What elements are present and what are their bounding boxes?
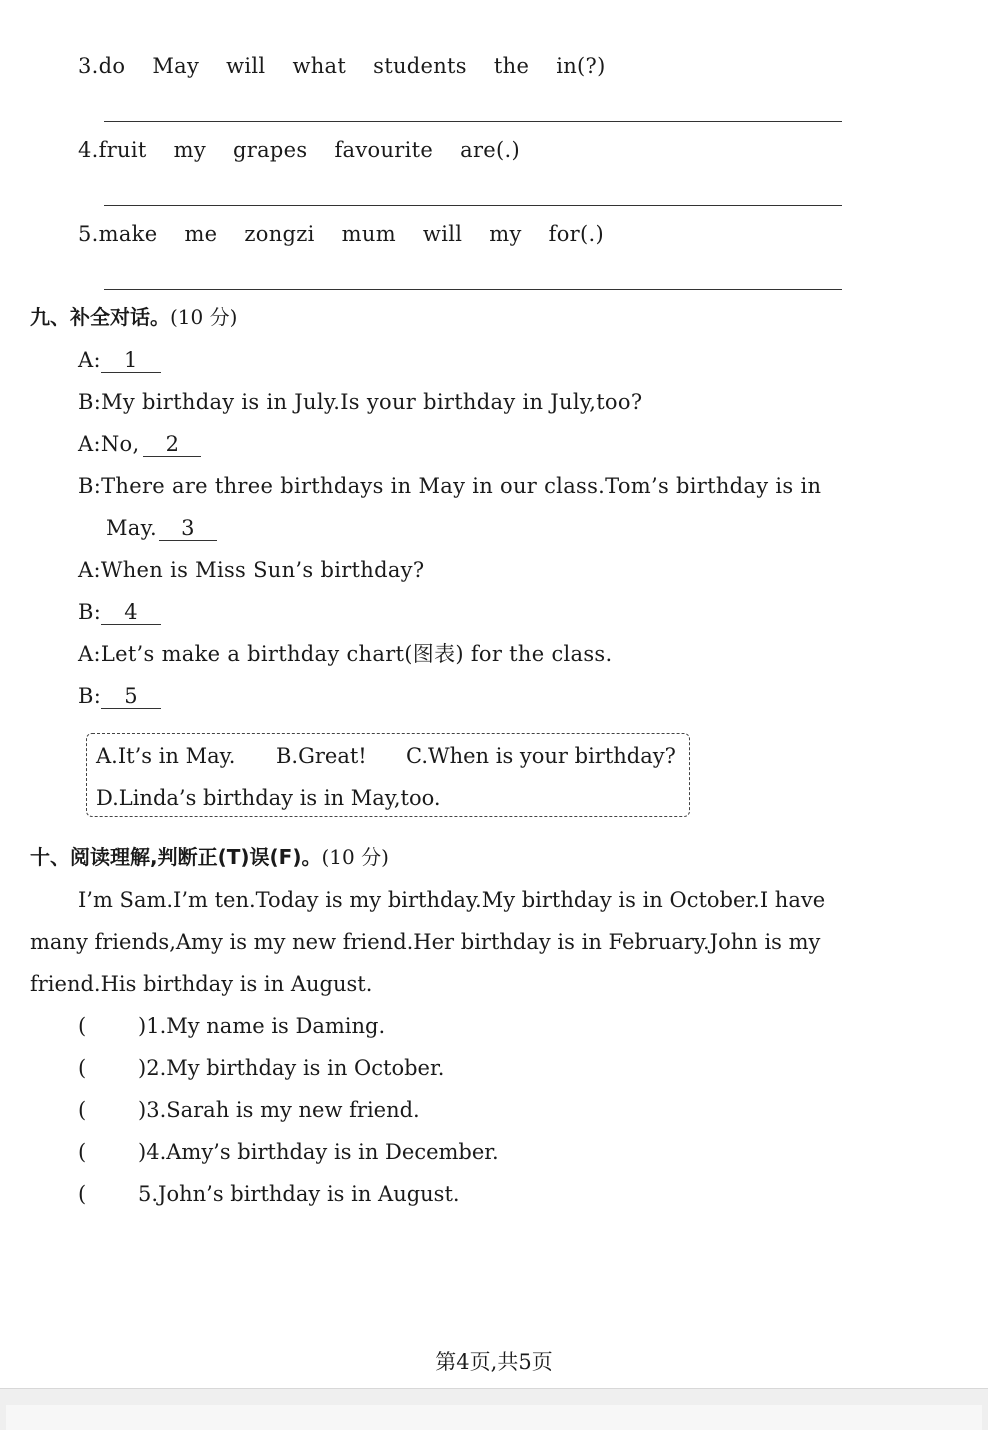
blank-4[interactable]: 4 bbox=[101, 600, 161, 625]
answer-paren-3[interactable]: ( bbox=[78, 1098, 87, 1122]
dialogue-line-3: A:No, 2 bbox=[78, 430, 201, 458]
dialogue-line-8: A:Let’s make a birthday chart(图表) for the class. bbox=[78, 642, 613, 666]
option-c: C.When is your birthday? bbox=[406, 744, 676, 768]
statement-5: ( 5.John’s birthday is in August. bbox=[78, 1182, 460, 1206]
reorder-item-4: 4.fruit my grapes favourite are(.) bbox=[78, 138, 520, 162]
answer-paren-4[interactable]: ( bbox=[78, 1140, 87, 1164]
statement-3: ( )3.Sarah is my new friend. bbox=[78, 1098, 420, 1122]
answer-paren-1[interactable]: ( bbox=[78, 1014, 87, 1038]
dialogue-line-4: B:There are three birthdays in May in our class.Tom’s birthday is in bbox=[78, 474, 822, 498]
answer-line-3[interactable] bbox=[104, 121, 842, 122]
option-a: A.It’s in May. bbox=[96, 744, 236, 768]
dialogue-line-1: A: 1 bbox=[78, 346, 161, 374]
blank-3[interactable]: 3 bbox=[159, 516, 217, 541]
page-number-footer: 第4页,共5页 bbox=[435, 1350, 553, 1374]
passage-line-2: many friends,Amy is my new friend.Her birthday is in February.John is my bbox=[30, 930, 821, 954]
answer-paren-2[interactable]: ( bbox=[78, 1056, 87, 1080]
option-b: B.Great! bbox=[276, 744, 367, 768]
viewer-gutter bbox=[0, 1388, 988, 1430]
dialogue-line-7: B: 4 bbox=[78, 598, 161, 626]
reorder-item-5: 5.make me zongzi mum will my for(.) bbox=[78, 222, 604, 246]
reorder-item-3: 3.do May will what students the in(?) bbox=[78, 54, 606, 78]
blank-2[interactable]: 2 bbox=[143, 432, 201, 457]
dialogue-line-6: A:When is Miss Sun’s birthday? bbox=[78, 558, 425, 582]
section-10-heading: 十、阅读理解,判断正(T)误(F)。(10 分) bbox=[30, 845, 389, 869]
answer-paren-5[interactable]: ( bbox=[78, 1182, 87, 1206]
answer-line-5[interactable] bbox=[104, 289, 842, 290]
blank-5[interactable]: 5 bbox=[101, 684, 161, 709]
section-9-heading: 九、补全对话。(10 分) bbox=[30, 305, 238, 329]
option-d: D.Linda’s birthday is in May,too. bbox=[96, 786, 441, 810]
answer-line-4[interactable] bbox=[104, 205, 842, 206]
statement-2: ( )2.My birthday is in October. bbox=[78, 1056, 445, 1080]
next-page-edge bbox=[6, 1405, 982, 1430]
dialogue-line-5: May. 3 bbox=[106, 514, 217, 542]
dialogue-line-9: B: 5 bbox=[78, 682, 161, 710]
statement-1: ( )1.My name is Daming. bbox=[78, 1014, 386, 1038]
passage-line-1: I’m Sam.I’m ten.Today is my birthday.My birthday is in October.I have bbox=[78, 888, 826, 912]
statement-4: ( )4.Amy’s birthday is in December. bbox=[78, 1140, 499, 1164]
dialogue-line-2: B:My birthday is in July.Is your birthday in July,too? bbox=[78, 390, 643, 414]
passage-line-3: friend.His birthday is in August. bbox=[30, 972, 373, 996]
blank-1[interactable]: 1 bbox=[101, 348, 161, 373]
